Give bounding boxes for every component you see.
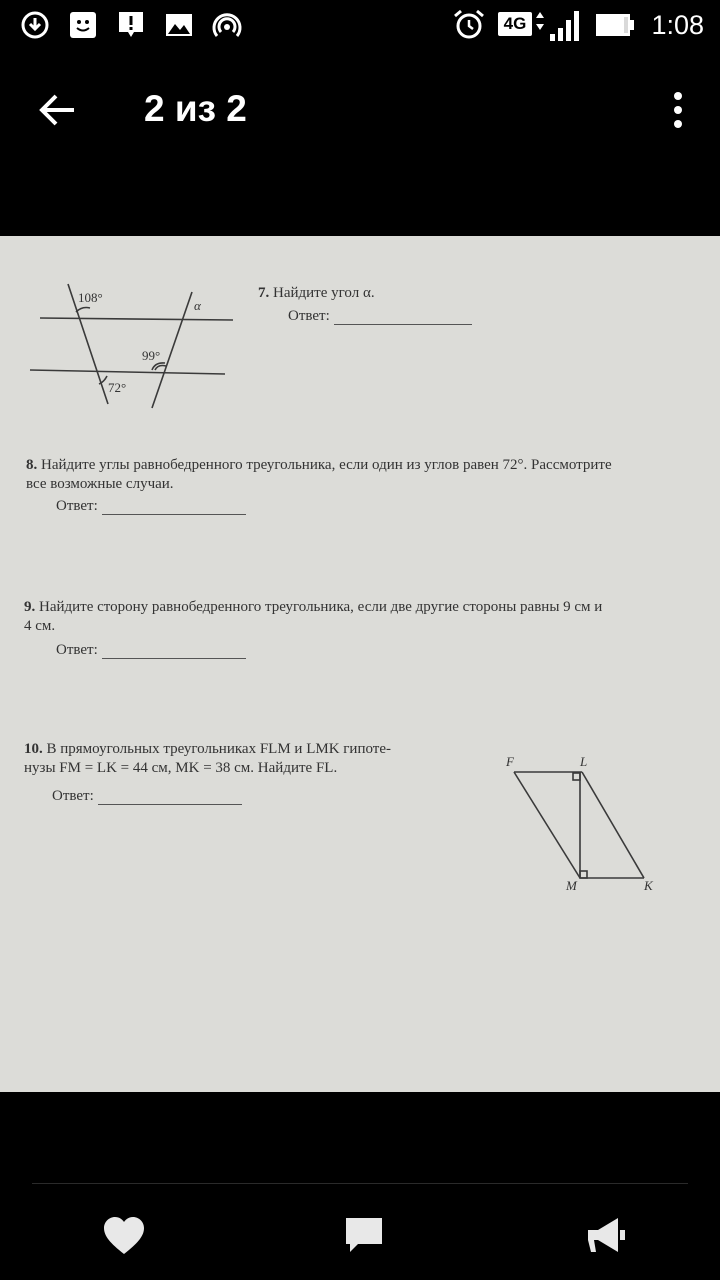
question-8-number: 8. — [26, 457, 38, 473]
answer-8 — [56, 498, 246, 515]
question-7 — [258, 284, 375, 303]
point-label-m: M — [566, 878, 577, 893]
worksheet-photo[interactable] — [0, 236, 720, 1092]
question-8-text-line1: Найдите углы равнобедренного треугольника, если один из углов равен 72°. Рассмотрите — [41, 457, 612, 473]
heart-icon[interactable] — [100, 1212, 148, 1260]
answer-7 — [288, 308, 472, 325]
network-4g-icon: 4G — [498, 12, 532, 36]
arrow-left-icon[interactable] — [34, 88, 78, 132]
question-10 — [24, 740, 474, 778]
q10-figure — [514, 772, 644, 878]
point-label-l: L — [580, 754, 588, 769]
answer-10 — [52, 788, 242, 805]
answer-8-label: Ответ: — [56, 498, 98, 514]
point-label-k: K — [644, 878, 653, 893]
question-9-number: 9. — [24, 599, 36, 615]
question-9-text-line2: 4 см. — [24, 618, 56, 634]
angle-label-108: 108° — [78, 290, 103, 305]
bottom-divider — [32, 1183, 688, 1184]
battery-icon — [594, 10, 636, 40]
status-bar — [0, 0, 720, 52]
point-label-f: F — [506, 754, 514, 769]
app-bar — [0, 60, 720, 156]
answer-9-label: Ответ: — [56, 642, 98, 658]
question-10-text-line1: В прямоугольных треугольниках FLM и LMK гипоте- — [46, 741, 391, 757]
alert-icon — [116, 10, 146, 40]
signal-icon — [534, 8, 584, 42]
question-7-text: Найдите угол α. — [273, 285, 375, 301]
question-9 — [24, 598, 714, 636]
hotspot-icon — [212, 10, 242, 40]
question-10-text-line2: нузы FM = LK = 44 см, MK = 38 см. Найдите FL. — [24, 760, 338, 776]
question-9-text-line1: Найдите сторону равнобедренного треугольника, если две другие стороны равны 9 см и — [39, 599, 603, 615]
question-10-number: 10. — [24, 741, 43, 757]
answer-7-label: Ответ: — [288, 308, 330, 324]
worksheet-diagrams — [0, 236, 720, 1092]
page-title: 2 из 2 — [144, 88, 247, 129]
megaphone-icon[interactable] — [582, 1212, 630, 1260]
question-8 — [26, 456, 706, 494]
smiley-icon — [68, 10, 98, 40]
answer-9 — [56, 642, 246, 659]
download-icon — [20, 10, 50, 40]
answer-10-label: Ответ: — [52, 788, 94, 804]
angle-label-72: 72° — [108, 380, 127, 395]
angle-label-alpha: α — [194, 298, 201, 313]
q7-figure — [30, 284, 233, 408]
question-8-text-line2: все возможные случаи. — [26, 476, 174, 492]
alarm-icon — [452, 8, 486, 42]
question-7-number: 7. — [258, 285, 270, 301]
angle-label-99: 99° — [142, 348, 161, 363]
image-icon — [164, 10, 194, 40]
more-vert-icon[interactable] — [666, 88, 690, 132]
comment-icon[interactable] — [340, 1212, 388, 1260]
status-time: 1:08 — [651, 10, 704, 40]
